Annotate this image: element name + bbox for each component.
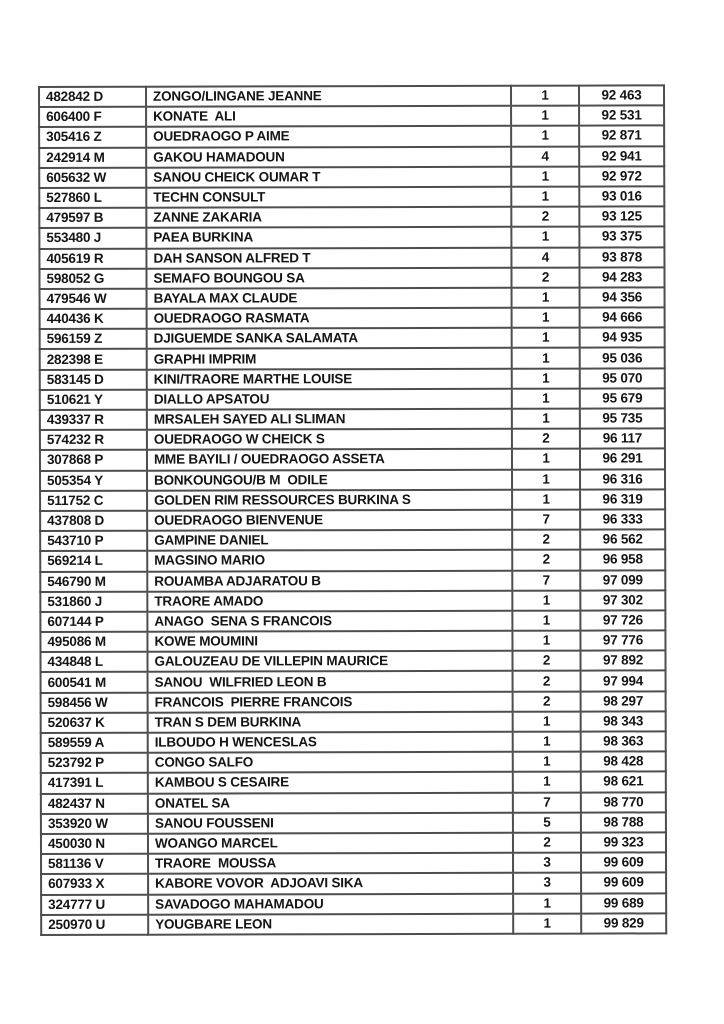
record-count-cell: 1 bbox=[511, 86, 579, 106]
record-name-cell: BAYALA MAX CLAUDE bbox=[147, 288, 512, 309]
record-amount-cell: 93 878 bbox=[579, 247, 664, 267]
record-name-cell: MAGSINO MARIO bbox=[147, 550, 512, 571]
table-row bbox=[41, 731, 666, 753]
record-amount-cell: 95 036 bbox=[580, 348, 665, 368]
record-id-cell: 598456 W bbox=[41, 692, 148, 712]
record-amount-cell: 98 621 bbox=[581, 772, 666, 792]
record-id-cell: 531860 J bbox=[40, 591, 147, 611]
record-name-cell: TECHN CONSULT bbox=[146, 187, 511, 208]
record-name-cell: GAKOU HAMADOUN bbox=[146, 146, 511, 167]
record-name-cell: ONATEL SA bbox=[148, 792, 513, 813]
record-name-cell: BONKOUNGOU/B M ODILE bbox=[147, 469, 512, 490]
record-name-cell: KAMBOU S CESAIRE bbox=[148, 772, 513, 793]
table-row bbox=[41, 852, 666, 874]
record-amount-cell: 98 788 bbox=[581, 812, 666, 832]
record-amount-cell: 98 770 bbox=[581, 792, 666, 812]
record-id-cell: 305416 Z bbox=[39, 127, 146, 147]
table-row bbox=[41, 792, 666, 814]
record-name-cell: KABORE VOVOR ADJOAVI SIKA bbox=[148, 873, 513, 894]
record-amount-cell: 97 994 bbox=[581, 671, 666, 691]
record-amount-cell: 94 356 bbox=[580, 287, 665, 307]
record-count-cell: 7 bbox=[512, 510, 580, 530]
record-amount-cell: 93 016 bbox=[579, 186, 664, 206]
record-id-cell: 282398 E bbox=[40, 349, 147, 369]
record-id-cell: 405619 R bbox=[39, 248, 146, 268]
record-id-cell: 607144 P bbox=[40, 612, 147, 632]
table-row bbox=[40, 509, 665, 531]
record-name-cell: ZANNE ZAKARIA bbox=[146, 207, 511, 228]
record-amount-cell: 96 333 bbox=[580, 509, 665, 529]
record-name-cell: ZONGO/LINGANE JEANNE bbox=[146, 86, 511, 107]
record-id-cell: 583145 D bbox=[40, 369, 147, 389]
record-count-cell: 1 bbox=[512, 610, 580, 630]
record-count-cell: 7 bbox=[512, 570, 580, 590]
record-amount-cell: 97 099 bbox=[580, 570, 665, 590]
record-amount-cell: 98 343 bbox=[581, 711, 666, 731]
record-name-cell: YOUGBARE LEON bbox=[148, 913, 513, 934]
record-id-cell: 417391 L bbox=[41, 773, 148, 793]
record-id-cell: 353920 W bbox=[41, 813, 148, 833]
record-count-cell: 4 bbox=[511, 146, 579, 166]
record-name-cell: OUEDRAOGO P AIME bbox=[146, 126, 511, 147]
record-count-cell: 1 bbox=[513, 772, 581, 792]
record-id-cell: 596159 Z bbox=[40, 329, 147, 349]
record-name-cell: SANOU CHEICK OUMAR T bbox=[146, 167, 511, 188]
table-row bbox=[41, 691, 666, 713]
table-row bbox=[40, 651, 665, 673]
record-amount-cell: 97 726 bbox=[580, 610, 665, 630]
record-count-cell: 1 bbox=[512, 631, 580, 651]
record-count-cell: 1 bbox=[512, 409, 580, 429]
table-row bbox=[40, 630, 665, 652]
record-count-cell: 7 bbox=[513, 792, 581, 812]
record-id-cell: 307868 P bbox=[40, 450, 147, 470]
record-count-cell: 2 bbox=[513, 691, 581, 711]
record-count-cell: 1 bbox=[512, 368, 580, 388]
record-name-cell: DJIGUEMDE SANKA SALAMATA bbox=[147, 328, 512, 349]
record-amount-cell: 92 463 bbox=[579, 85, 664, 105]
record-name-cell: GRAPHI IMPRIM bbox=[147, 348, 512, 369]
record-name-cell: MME BAYILI / OUEDRAOGO ASSETA bbox=[147, 449, 512, 470]
record-name-cell: GAMPINE DANIEL bbox=[147, 530, 512, 551]
record-id-cell: 242914 M bbox=[39, 147, 146, 167]
record-amount-cell: 99 689 bbox=[581, 893, 666, 913]
record-amount-cell: 99 829 bbox=[581, 913, 666, 933]
table-row bbox=[39, 166, 664, 188]
record-id-cell: 589559 A bbox=[41, 733, 148, 753]
table-row bbox=[41, 913, 666, 935]
record-count-cell: 1 bbox=[512, 328, 580, 348]
record-name-cell: OUEDRAOGO RASMATA bbox=[147, 308, 512, 329]
record-amount-cell: 92 871 bbox=[579, 126, 664, 146]
table-row bbox=[41, 772, 666, 794]
table-row bbox=[41, 711, 666, 733]
record-count-cell: 1 bbox=[511, 106, 579, 126]
record-amount-cell: 96 319 bbox=[580, 489, 665, 509]
record-id-cell: 479597 B bbox=[39, 208, 146, 228]
record-count-cell: 5 bbox=[513, 812, 581, 832]
record-amount-cell: 99 609 bbox=[581, 873, 666, 893]
table-row bbox=[41, 832, 666, 854]
record-id-cell: 600541 M bbox=[41, 672, 148, 692]
record-id-cell: 527860 L bbox=[39, 188, 146, 208]
record-count-cell: 2 bbox=[512, 530, 580, 550]
table-row bbox=[40, 368, 665, 390]
record-id-cell: 511752 C bbox=[40, 490, 147, 510]
record-id-cell: 569214 L bbox=[40, 551, 147, 571]
record-count-cell: 1 bbox=[513, 913, 581, 933]
record-id-cell: 605632 W bbox=[39, 167, 146, 187]
record-count-cell: 1 bbox=[513, 732, 581, 752]
record-name-cell: DIALLO APSATOU bbox=[147, 389, 512, 410]
table-row bbox=[40, 469, 665, 491]
record-count-cell: 1 bbox=[512, 308, 580, 328]
record-name-cell: ANAGO SENA S FRANCOIS bbox=[147, 611, 512, 632]
record-name-cell: MRSALEH SAYED ALI SLIMAN bbox=[147, 409, 512, 430]
record-name-cell: CONGO SALFO bbox=[148, 752, 513, 773]
record-amount-cell: 95 679 bbox=[580, 388, 665, 408]
table-row bbox=[39, 146, 664, 168]
record-count-cell: 1 bbox=[512, 449, 580, 469]
table-row bbox=[39, 126, 664, 148]
record-name-cell: DAH SANSON ALFRED T bbox=[146, 247, 511, 268]
record-count-cell: 1 bbox=[511, 227, 579, 247]
record-count-cell: 1 bbox=[512, 590, 580, 610]
table-row bbox=[39, 85, 664, 107]
record-amount-cell: 95 735 bbox=[580, 408, 665, 428]
record-id-cell: 553480 J bbox=[39, 228, 146, 248]
table-row bbox=[41, 671, 666, 693]
table-row bbox=[40, 610, 665, 632]
record-amount-cell: 95 070 bbox=[580, 368, 665, 388]
record-name-cell: GOLDEN RIM RESSOURCES BURKINA S bbox=[147, 490, 512, 511]
table-row bbox=[40, 287, 665, 309]
record-id-cell: 495086 M bbox=[40, 632, 147, 652]
record-amount-cell: 98 428 bbox=[581, 752, 666, 772]
table-row bbox=[39, 186, 664, 208]
record-id-cell: 543710 P bbox=[40, 531, 147, 551]
record-id-cell: 546790 M bbox=[40, 571, 147, 591]
table-row bbox=[41, 752, 666, 774]
table-row bbox=[39, 106, 664, 128]
record-count-cell: 2 bbox=[513, 833, 581, 853]
record-amount-cell: 99 609 bbox=[581, 852, 666, 872]
record-amount-cell: 97 776 bbox=[580, 630, 665, 650]
table-row bbox=[41, 812, 666, 834]
table-row bbox=[39, 227, 664, 249]
table-row bbox=[40, 489, 665, 511]
record-id-cell: 510621 Y bbox=[40, 390, 147, 410]
table-row bbox=[40, 529, 665, 551]
record-count-cell: 1 bbox=[513, 752, 581, 772]
record-name-cell: OUEDRAOGO W CHEICK S bbox=[147, 429, 512, 450]
record-id-cell: 505354 Y bbox=[40, 470, 147, 490]
record-count-cell: 2 bbox=[511, 267, 579, 287]
record-name-cell: FRANCOIS PIERRE FRANCOIS bbox=[148, 691, 513, 712]
record-id-cell: 479546 W bbox=[40, 289, 147, 309]
table-row bbox=[39, 247, 664, 269]
record-amount-cell: 97 892 bbox=[580, 651, 665, 671]
record-name-cell: GALOUZEAU DE VILLEPIN MAURICE bbox=[147, 651, 512, 672]
record-name-cell: SAVADOGO MAHAMADOU bbox=[148, 893, 513, 914]
record-id-cell: 439337 R bbox=[40, 410, 147, 430]
record-amount-cell: 97 302 bbox=[580, 590, 665, 610]
table-row bbox=[39, 267, 664, 289]
record-count-cell: 3 bbox=[513, 873, 581, 893]
record-id-cell: 434848 L bbox=[40, 652, 147, 672]
record-amount-cell: 94 283 bbox=[579, 267, 664, 287]
record-amount-cell: 92 972 bbox=[579, 166, 664, 186]
record-amount-cell: 93 125 bbox=[579, 206, 664, 226]
record-amount-cell: 94 935 bbox=[580, 328, 665, 348]
table-row bbox=[40, 408, 665, 430]
record-name-cell: SANOU FOUSSENI bbox=[148, 813, 513, 834]
record-id-cell: 606400 F bbox=[39, 107, 146, 127]
record-id-cell: 450030 N bbox=[41, 834, 148, 854]
record-amount-cell: 96 316 bbox=[580, 469, 665, 489]
record-name-cell: TRAORE AMADO bbox=[147, 590, 512, 611]
record-id-cell: 437808 D bbox=[40, 511, 147, 531]
record-id-cell: 607933 X bbox=[41, 874, 148, 894]
record-name-cell: PAEA BURKINA bbox=[146, 227, 511, 248]
record-id-cell: 523792 P bbox=[41, 753, 148, 773]
table-row bbox=[39, 206, 664, 228]
table-row bbox=[40, 429, 665, 451]
record-count-cell: 1 bbox=[511, 166, 579, 186]
record-id-cell: 250970 U bbox=[41, 914, 148, 934]
record-amount-cell: 92 531 bbox=[579, 106, 664, 126]
record-id-cell: 581136 V bbox=[41, 854, 148, 874]
record-count-cell: 1 bbox=[512, 489, 580, 509]
record-amount-cell: 92 941 bbox=[579, 146, 664, 166]
record-name-cell: SANOU WILFRIED LEON B bbox=[148, 671, 513, 692]
records-table bbox=[38, 84, 667, 936]
record-count-cell: 1 bbox=[512, 348, 580, 368]
record-id-cell: 520637 K bbox=[41, 713, 148, 733]
table-row bbox=[40, 449, 665, 471]
table-row bbox=[40, 590, 665, 612]
record-count-cell: 1 bbox=[512, 388, 580, 408]
record-count-cell: 1 bbox=[511, 126, 579, 146]
record-count-cell: 1 bbox=[513, 893, 581, 913]
table-row bbox=[40, 307, 665, 329]
record-amount-cell: 98 297 bbox=[581, 691, 666, 711]
record-name-cell: KOWE MOUMINI bbox=[147, 631, 512, 652]
record-amount-cell: 93 375 bbox=[579, 227, 664, 247]
record-amount-cell: 96 562 bbox=[580, 529, 665, 549]
record-amount-cell: 99 323 bbox=[581, 832, 666, 852]
record-amount-cell: 96 958 bbox=[580, 550, 665, 570]
record-id-cell: 574232 R bbox=[40, 430, 147, 450]
record-amount-cell: 96 117 bbox=[580, 429, 665, 449]
record-id-cell: 324777 U bbox=[41, 894, 148, 914]
record-count-cell: 2 bbox=[512, 550, 580, 570]
record-name-cell: TRAORE MOUSSA bbox=[148, 853, 513, 874]
record-name-cell: ILBOUDO H WENCESLAS bbox=[148, 732, 513, 753]
table-body bbox=[39, 85, 666, 935]
table-row bbox=[40, 328, 665, 350]
record-count-cell: 1 bbox=[512, 287, 580, 307]
record-amount-cell: 98 363 bbox=[581, 731, 666, 751]
record-count-cell: 2 bbox=[513, 671, 581, 691]
record-id-cell: 482842 D bbox=[39, 87, 146, 107]
record-count-cell: 2 bbox=[512, 651, 580, 671]
record-name-cell: KONATE ALI bbox=[146, 106, 511, 127]
table-row bbox=[40, 388, 665, 410]
table-row bbox=[40, 348, 665, 370]
table-row bbox=[41, 893, 666, 915]
record-count-cell: 1 bbox=[511, 187, 579, 207]
record-name-cell: OUEDRAOGO BIENVENUE bbox=[147, 510, 512, 531]
table-row bbox=[41, 873, 666, 895]
record-count-cell: 1 bbox=[513, 711, 581, 731]
record-amount-cell: 94 666 bbox=[580, 307, 665, 327]
record-count-cell: 4 bbox=[511, 247, 579, 267]
record-name-cell: ROUAMBA ADJARATOU B bbox=[147, 570, 512, 591]
record-id-cell: 598052 G bbox=[39, 268, 146, 288]
record-id-cell: 482437 N bbox=[41, 793, 148, 813]
record-count-cell: 2 bbox=[512, 429, 580, 449]
record-id-cell: 440436 K bbox=[40, 309, 147, 329]
record-name-cell: TRAN S DEM BURKINA bbox=[148, 712, 513, 733]
record-name-cell: KINI/TRAORE MARTHE LOUISE bbox=[147, 368, 512, 389]
record-name-cell: WOANGO MARCEL bbox=[148, 833, 513, 854]
table-row bbox=[40, 570, 665, 592]
record-amount-cell: 96 291 bbox=[580, 449, 665, 469]
record-name-cell: SEMAFO BOUNGOU SA bbox=[146, 267, 511, 288]
record-count-cell: 1 bbox=[512, 469, 580, 489]
record-count-cell: 2 bbox=[511, 207, 579, 227]
record-count-cell: 3 bbox=[513, 853, 581, 873]
table-row bbox=[40, 550, 665, 572]
